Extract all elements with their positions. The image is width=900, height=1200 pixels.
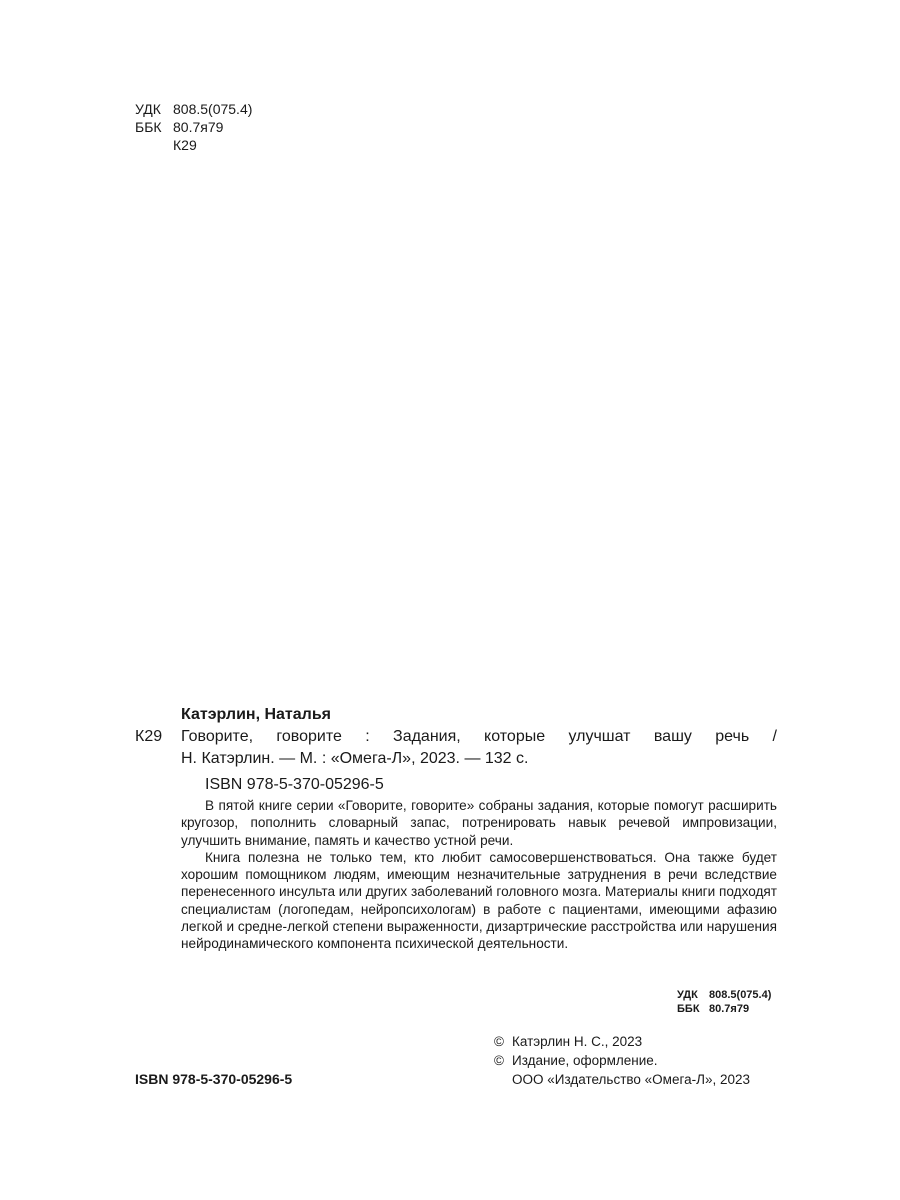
udk-label: УДК (135, 101, 161, 117)
bbk-label: ББК (677, 1003, 700, 1015)
author-mark-top: К29 (173, 137, 197, 153)
copyright-line-edition (494, 1051, 750, 1070)
udk-label: УДК (677, 989, 698, 1001)
card-author-mark: К29 (135, 728, 163, 745)
udk-value: 808.5(075.4) (173, 101, 253, 117)
bbk-row (677, 1002, 771, 1016)
copyright-icon: © (494, 1053, 504, 1068)
card-isbn: ISBN 978-5-370-05296-5 (205, 776, 384, 793)
classification-bottom (677, 988, 771, 1016)
card-title-line-2: Н. Катэрлин. — М. : «Омега-Л», 2023. — 132 с. (181, 750, 529, 767)
copyright-edition: Издание, оформление. (512, 1053, 658, 1068)
card-title-line-1: Говорите, говорите : Задания, которые улучшат вашу речь / (181, 728, 777, 745)
bbk-value: 80.7я79 (173, 119, 224, 135)
copyright-author: Катэрлин Н. С., 2023 (512, 1034, 643, 1049)
annotation-paragraph: Книга полезна не только тем, кто любит самосовершенствоваться. Она также будет хорошим помощником людям, имеющим незначительные затруднения в речи вследствие перенесенного инсульта или других заболеваний головного мозга. Материалы книги подходят специалистам (логопедам, нейропсихологам) в работе с пациентами, имеющими афазию легкой и средне-легкой степени выраженности, дизартрические расстройства или нарушения нейродинамического компонента психической деятельности. (181, 849, 777, 952)
card-annotation (181, 797, 777, 953)
annotation-paragraph: В пятой книге серии «Говорите, говорите» собраны задания, которые помогут расширить кругозор, пополнить словарный запас, потренировать навык речевой импровизации, улучшить внимание, память и качество устной речи. (181, 798, 777, 848)
bbk-label: ББК (135, 119, 162, 135)
copyright-line-author (494, 1032, 750, 1051)
copyright-icon: © (494, 1034, 504, 1049)
footer-isbn: ISBN 978-5-370-05296-5 (135, 1071, 293, 1087)
classification-top (135, 100, 252, 154)
bbk-row (135, 118, 252, 136)
card-author: Катэрлин, Наталья (181, 706, 331, 723)
udk-row (135, 100, 252, 118)
copyright-block (494, 1032, 750, 1089)
copyright-publisher: ООО «Издательство «Омега-Л», 2023 (512, 1072, 750, 1087)
udk-row (677, 988, 771, 1002)
bbk-value: 80.7я79 (709, 1003, 750, 1015)
udk-value: 808.5(075.4) (709, 989, 772, 1001)
